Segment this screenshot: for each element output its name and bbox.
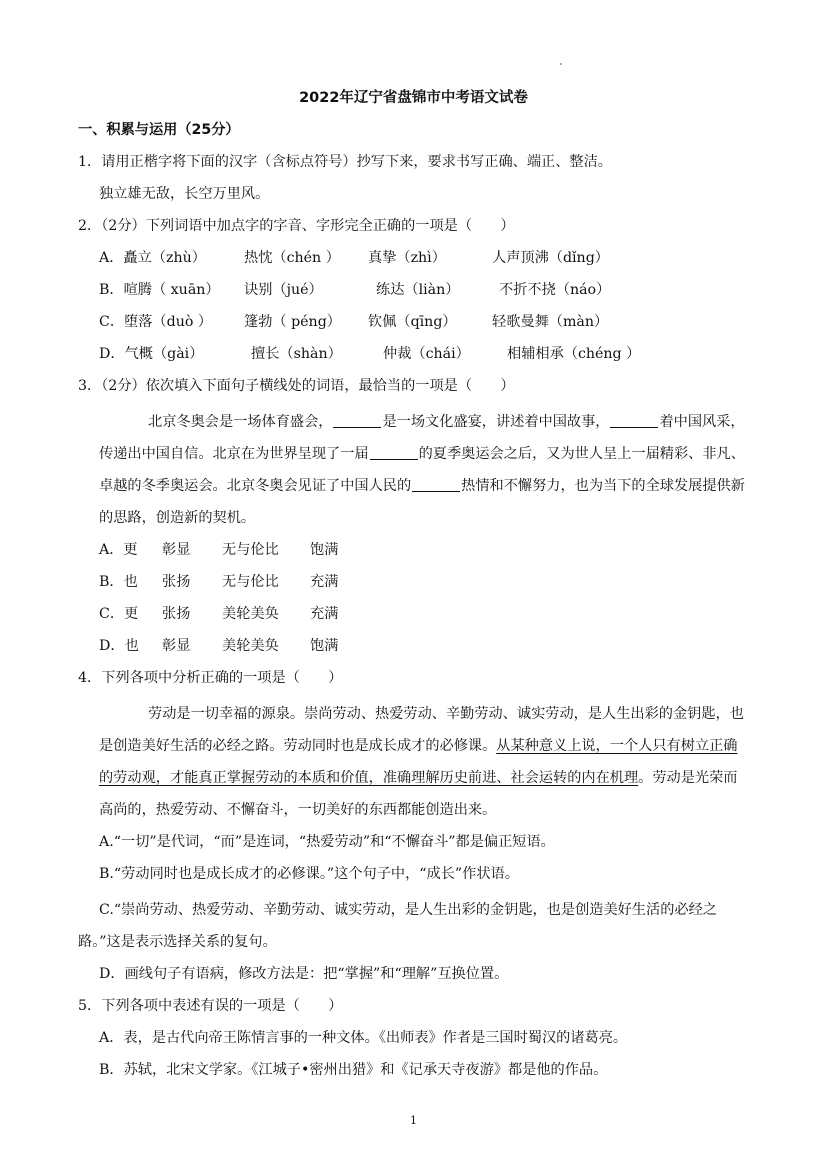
q3-option-b-3: 无与伦比 <box>222 574 279 590</box>
q4-option-b: B.“劳动同时也是成长成才的必修课。”这个句子中，“成长”作状语。 <box>99 866 519 882</box>
q2-option-c-4: 轻歌曼舞（màn） <box>492 314 609 330</box>
q3-passage-line-1 <box>148 412 745 432</box>
q3-passage-3b: 热情和不懈努力，也为当下的全球发展提供新 <box>461 478 745 494</box>
fill-blank-2 <box>610 413 658 428</box>
q4-option-c-line-2: 路。”这是表示选择关系的复句。 <box>78 934 277 950</box>
q3-passage-1b: 是一场文化盛宴，讲述着中国故事， <box>382 414 610 430</box>
q3-passage-line-2 <box>99 444 745 464</box>
q3-option-c-2: 张扬 <box>162 606 191 622</box>
question-1-text: 独立雄无敌，长空万里风。 <box>99 186 270 202</box>
q2-option-d-1: D．气概（gài） <box>99 346 204 362</box>
q2-option-a-1: A．矗立（zhù） <box>99 250 206 266</box>
q2-option-d-4: 相辅相承（chéng ） <box>507 346 641 362</box>
fill-blank-1 <box>333 413 381 428</box>
q4-passage-line-3 <box>99 768 737 788</box>
q4-passage-line-2 <box>99 736 737 756</box>
fill-blank-4 <box>412 477 460 492</box>
q3-passage-3a: 卓越的冬季奥运会。北京冬奥会见证了中国人民的 <box>99 478 412 494</box>
q4-option-d: D．画线句子有语病，修改方法是：把“掌握”和“理解”互换位置。 <box>99 966 509 982</box>
q3-option-d-1: D．也 <box>99 638 139 654</box>
q3-option-a-4: 饱满 <box>310 542 339 558</box>
q3-option-c-4: 充满 <box>310 606 339 622</box>
section-heading: 一、积累与运用（25分） <box>78 122 240 138</box>
question-4-stem: 4．下列各项中分析正确的一项是（ ） <box>78 670 343 686</box>
question-2-stem: 2．（2分）下列词语中加点字的字音、字形完全正确的一项是（ ） <box>78 218 515 234</box>
q3-passage-line-4: 的思路，创造新的契机。 <box>99 510 256 526</box>
q3-option-c-1: C．更 <box>99 606 139 622</box>
scan-dot <box>560 63 562 65</box>
fill-blank-3 <box>370 445 418 460</box>
q3-passage-line-3 <box>99 476 745 496</box>
q3-option-b-2: 张扬 <box>162 574 191 590</box>
question-3-stem: 3．（2分）依次填入下面句子横线处的词语，最恰当的一项是（ ） <box>78 378 515 394</box>
question-1-stem: 1．请用正楷字将下面的汉字（含标点符号）抄写下来，要求书写正确、端正、整洁。 <box>78 154 612 170</box>
q2-option-c-3: 钦佩（qīng） <box>368 314 457 330</box>
q2-option-d-3: 仲裁（chái） <box>383 346 470 362</box>
q4-passage-3b: 。劳动是光荣而 <box>638 770 738 786</box>
underlined-sentence-part-2: 的劳动观，才能真正掌握劳动的本质和价值，准确理解历史前进、社会运转的内在机理 <box>99 770 639 786</box>
q3-passage-1c: 着中国风采， <box>659 414 745 430</box>
q3-option-b-4: 充满 <box>310 574 339 590</box>
q2-option-b-4: 不折不挠（náo） <box>499 282 611 298</box>
q3-option-a-3: 无与伦比 <box>222 542 279 558</box>
q4-option-a: A.“一切”是代词，“而”是连词，“热爱劳动”和“不懈奋斗”都是偏正短语。 <box>99 834 555 850</box>
q4-option-c-line-1: C.“崇尚劳动、热爱劳动、辛勤劳动、诚实劳动，是人生出彩的金钥匙，也是创造美好生活的必经之 <box>99 902 717 918</box>
q2-option-a-3: 真挚（zhì） <box>368 250 446 266</box>
q3-option-c-3: 美轮美奂 <box>222 606 279 622</box>
q5-option-b: B．苏轼，北宋文学家。《江城子•密州出猎》和《记承天寺夜游》都是他的作品。 <box>99 1062 608 1078</box>
q3-passage-2a: 传递出中国自信。北京在为世界呈现了一届 <box>99 446 369 462</box>
q5-option-a: A．表，是古代向帝王陈情言事的一种文体。《出师表》作者是三国时蜀汉的诸葛亮。 <box>99 1030 628 1046</box>
page-number: 1 <box>410 1114 417 1127</box>
question-5-stem: 5．下列各项中表述有误的一项是（ ） <box>78 998 343 1014</box>
q3-option-d-4: 饱满 <box>310 638 339 654</box>
q2-option-c-1: C．堕落（duò ） <box>99 314 213 330</box>
q4-passage-line-1: 劳动是一切幸福的源泉。崇尚劳动、热爱劳动、辛勤劳动、诚实劳动，是人生出彩的金钥匙，也 <box>148 706 744 722</box>
underlined-sentence-part-1: 从某种意义上说，一个人只有树立正确 <box>496 738 738 754</box>
q3-option-d-3: 美轮美奂 <box>222 638 279 654</box>
q2-option-b-1: B．喧腾（ xuān） <box>99 282 220 298</box>
page-title: 2022年辽宁省盘锦市中考语文试卷 <box>299 90 528 106</box>
q2-option-a-4: 人声顶沸（dǐng） <box>492 250 609 266</box>
q4-passage-line-4: 高尚的，热爱劳动、不懈奋斗，一切美好的东西都能创造出来。 <box>99 802 497 818</box>
q3-option-b-1: B．也 <box>99 574 138 590</box>
q2-option-a-2: 热忱（chén ） <box>244 250 340 266</box>
q2-option-b-2: 诀别（jué） <box>244 282 323 298</box>
q3-passage-2b: 的夏季奥运会之后，又为世人呈上一届精彩、非凡、 <box>418 446 745 462</box>
q3-option-a-2: 彰显 <box>162 542 191 558</box>
q2-option-b-3: 练达（liàn） <box>376 282 460 298</box>
q2-option-d-2: 擅长（shàn） <box>251 346 342 362</box>
q2-option-c-2: 篷勃（ péng） <box>244 314 341 330</box>
q3-passage-1a: 北京冬奥会是一场体育盛会， <box>148 414 333 430</box>
q3-option-a-1: A．更 <box>99 542 138 558</box>
q4-passage-2a: 是创造美好生活的必经之路。劳动同时也是成长成才的必修课。 <box>99 738 497 754</box>
q3-option-d-2: 彰显 <box>162 638 191 654</box>
